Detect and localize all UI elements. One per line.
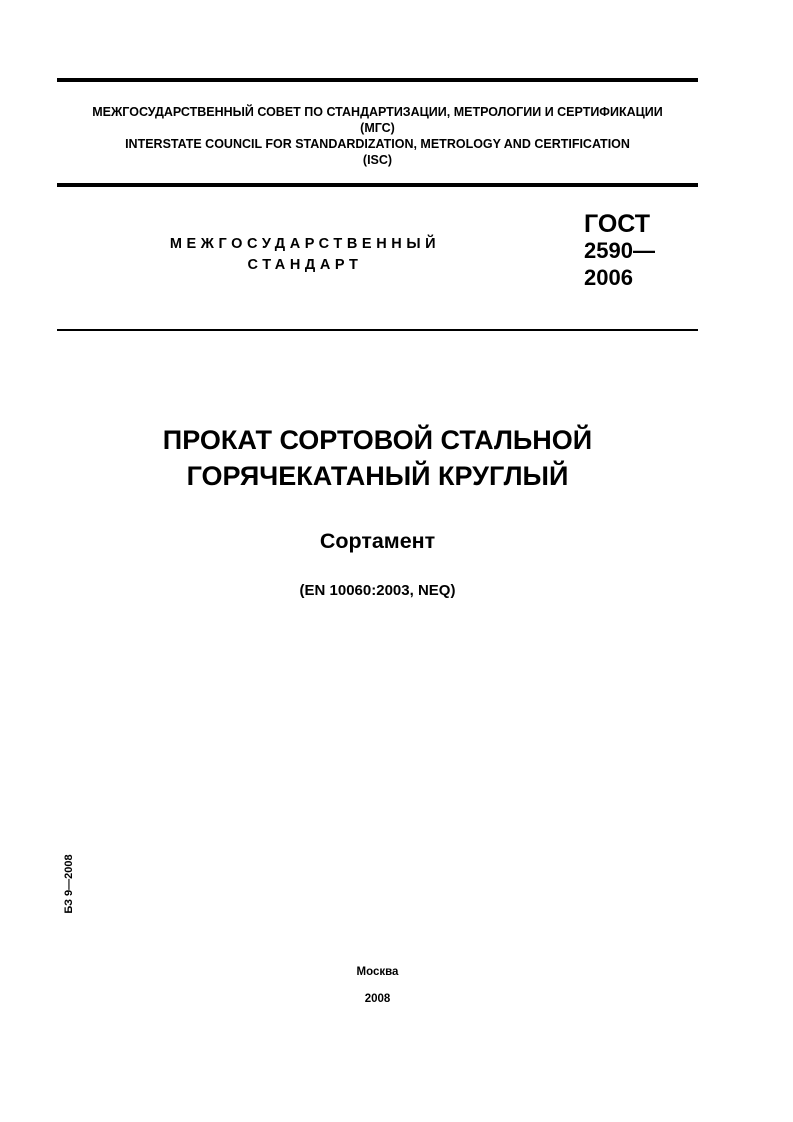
council-abbr-ru: (МГС) bbox=[360, 121, 395, 135]
publication-city: Москва bbox=[356, 966, 399, 978]
standard-number: 2590— bbox=[584, 238, 655, 263]
top-rule bbox=[57, 78, 698, 82]
title-line-1: ПРОКАТ СОРТОВОЙ СТАЛЬНОЙ bbox=[162, 425, 593, 455]
side-code-text: БЗ 9—2008 bbox=[63, 854, 75, 914]
document-subtitle: Сортамент bbox=[319, 529, 436, 553]
title-line-2: ГОРЯЧЕКАТАНЫЙ КРУГЛЫЙ bbox=[186, 461, 569, 491]
council-header bbox=[57, 104, 698, 168]
standard-reference: (EN 10060:2003, NEQ) bbox=[299, 582, 456, 599]
council-name-ru: МЕЖГОСУДАРСТВЕННЫЙ СОВЕТ ПО СТАНДАРТИЗАЦИИ, МЕТРОЛОГИИ И СЕРТИФИКАЦИИ bbox=[92, 105, 663, 119]
standard-prefix: ГОСТ bbox=[584, 210, 650, 238]
designation-line-1: МЕЖГОСУДАРСТВЕННЫЙ bbox=[169, 236, 441, 252]
header-bottom-rule bbox=[57, 183, 698, 187]
council-abbr-en: (ISC) bbox=[362, 153, 393, 167]
document-title bbox=[57, 422, 698, 494]
designation-line-2: СТАНДАРТ bbox=[247, 257, 363, 273]
standard-year: 2006 bbox=[584, 265, 633, 290]
designation-bottom-rule bbox=[57, 329, 698, 331]
publication-year: 2008 bbox=[364, 993, 391, 1005]
standard-designation bbox=[140, 234, 470, 276]
council-name-en: INTERSTATE COUNCIL FOR STANDARDIZATION, METROLOGY AND CERTIFICATION bbox=[125, 137, 630, 151]
